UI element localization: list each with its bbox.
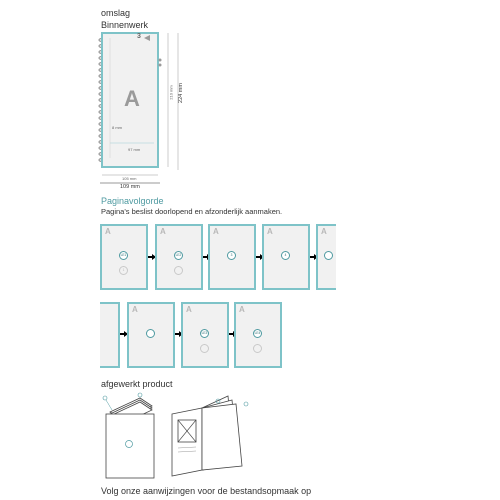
page-number-marker: LE2 — [174, 251, 183, 260]
page-letter: A — [267, 227, 273, 236]
sequence-title: Paginavolgorde — [101, 196, 164, 206]
page-number-marker-bottom: 1 — [119, 266, 128, 275]
dim-spine-label: 97 mm — [128, 147, 141, 152]
page-number-marker-bottom — [174, 266, 183, 275]
finished-title: afgewerkt product — [101, 379, 173, 389]
sequence-page — [181, 302, 229, 368]
page-number-marker: LE4 — [253, 329, 262, 338]
dim-width-inner-label: 105 mm — [122, 176, 137, 181]
page-letter: A — [321, 227, 327, 236]
cover-marker-label: 3 — [137, 33, 141, 40]
dim-height-outer-label: 224 mm — [177, 83, 184, 103]
page-letter: A — [213, 227, 219, 236]
page-number-marker: 3 — [227, 251, 236, 260]
sequence-page — [100, 224, 148, 290]
sequence-page — [100, 302, 120, 368]
open-booklet-icon — [168, 392, 253, 482]
finished-closed-booklet — [100, 392, 160, 482]
sequence-page — [234, 302, 282, 368]
page-number-marker-bottom — [253, 344, 262, 353]
dim-height-inner-label: 210 mm — [168, 85, 174, 100]
cover-diagram-graphic — [92, 30, 192, 195]
closed-booklet-icon — [100, 392, 160, 482]
sequence-page — [208, 224, 256, 290]
sequence-description: Pagina's beslist doorlopend en afzonderlijk aanmaken. — [101, 207, 283, 216]
sequence-page — [262, 224, 310, 290]
page-number-marker — [146, 329, 155, 338]
sequence-page — [316, 224, 336, 290]
page-number-marker-bottom — [200, 344, 209, 353]
header-title: omslag — [101, 8, 131, 18]
page-number-marker: LE3 — [200, 329, 209, 338]
page-letter: A — [239, 305, 245, 314]
page-letter: A — [186, 305, 192, 314]
dim-margin-label: 8 mm — [112, 125, 122, 130]
page-letter: A — [160, 227, 166, 236]
cover-diagram — [92, 30, 192, 195]
page-number-marker — [324, 251, 333, 260]
dim-width-outer-label: 109 mm — [120, 184, 140, 190]
page-number-marker: 4 — [281, 251, 290, 260]
sequence-page — [155, 224, 203, 290]
header-subtitle: Binnenwerk — [101, 20, 149, 30]
page-letter: A — [132, 305, 138, 314]
sequence-page — [127, 302, 175, 368]
cover-letter: A — [124, 86, 140, 111]
finished-open-booklet — [168, 392, 253, 482]
finished-footer-text: Volg onze aanwijzingen voor de bestandsopmaak op — [101, 486, 312, 496]
page-number-marker: LE1 — [119, 251, 128, 260]
page-letter: A — [105, 227, 111, 236]
